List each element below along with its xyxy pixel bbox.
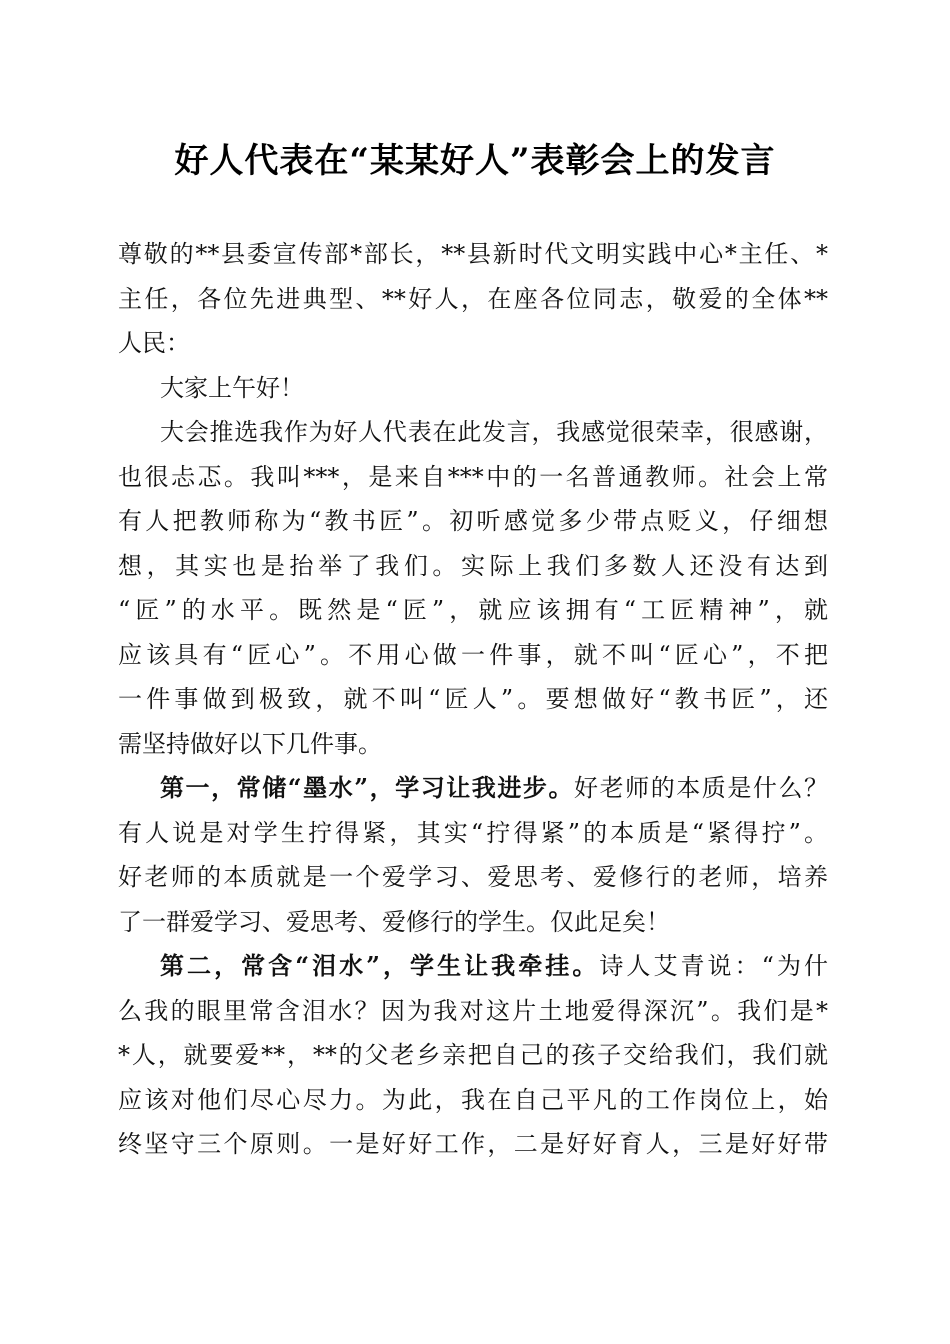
- paragraph-salutation: [118, 232, 828, 366]
- text-line: 尊敬的**县委宣传部*部长，**县新时代文明实践中心*主任、*: [118, 240, 828, 268]
- text-line: 有人把教师称为“教书匠”。初听感觉多少带点贬义，仔细想: [118, 507, 828, 535]
- text-line: 么我的眼里常含泪水？因为我对这片土地爱得深沉”。我们是*: [118, 996, 828, 1025]
- text-line: 应该对他们尽心尽力。为此，我在自己平凡的工作岗位上，始: [118, 1085, 828, 1114]
- section-heading: 第一，常储“墨水”，学习让我进步。: [160, 773, 575, 802]
- paragraph-point-two: [118, 944, 828, 1167]
- paragraph-intro: [118, 410, 828, 766]
- document-body: [118, 232, 828, 1167]
- text-line: 有人说是对学生拧得紧，其实“拧得紧”的本质是“紧得拧”。: [118, 818, 828, 847]
- text-line: 应该具有“匠心”。不用心做一件事，就不叫“匠心”，不把: [118, 640, 828, 669]
- document-title: 好人代表在“某某好人”表彰会上的发言: [174, 141, 776, 181]
- text-line: 主任，各位先进典型、**好人，在座各位同志，敬爱的全体**: [118, 284, 828, 313]
- text-line: 也很忐忑。我叫***，是来自***中的一名普通教师。社会上常: [118, 462, 828, 491]
- text-line: 终坚守三个原则。一是好好工作，二是好好育人，三是好好带: [118, 1130, 828, 1158]
- text-line: 好老师的本质就是一个爱学习、爱思考、爱修行的老师，培养: [118, 863, 828, 891]
- text-segment: 诗人艾青说：“为什: [599, 952, 828, 980]
- section-heading: 第二，常含“泪水”，学生让我牵挂。: [160, 951, 600, 980]
- text-line: 一件事做到极致，就不叫“匠人”。要想做好“教书匠”，还: [118, 685, 828, 713]
- text-segment: 好老师的本质是什么？: [574, 774, 829, 802]
- text-line: “匠”的水平。既然是“匠”，就应该拥有“工匠精神”，就: [118, 596, 828, 624]
- paragraph-greeting: [118, 366, 828, 411]
- text-line: 需坚持做好以下几件事。: [118, 729, 382, 758]
- text-line: 大家上午好！: [160, 373, 304, 402]
- text-line: 人民：: [118, 329, 190, 357]
- text-line: *人，就要爱**，**的父老乡亲把自己的孩子交给我们，我们就: [118, 1041, 828, 1069]
- text-line: [118, 944, 828, 989]
- paragraph-point-one: [118, 766, 828, 944]
- text-line: [118, 766, 828, 811]
- text-line: 了一群爱学习、爱思考、爱修行的学生。仅此足矣！: [118, 907, 670, 936]
- text-line: 想，其实也是抬举了我们。实际上我们多数人还没有达到: [118, 551, 828, 580]
- text-line: 大会推选我作为好人代表在此发言，我感觉很荣幸，很感谢，: [160, 418, 828, 446]
